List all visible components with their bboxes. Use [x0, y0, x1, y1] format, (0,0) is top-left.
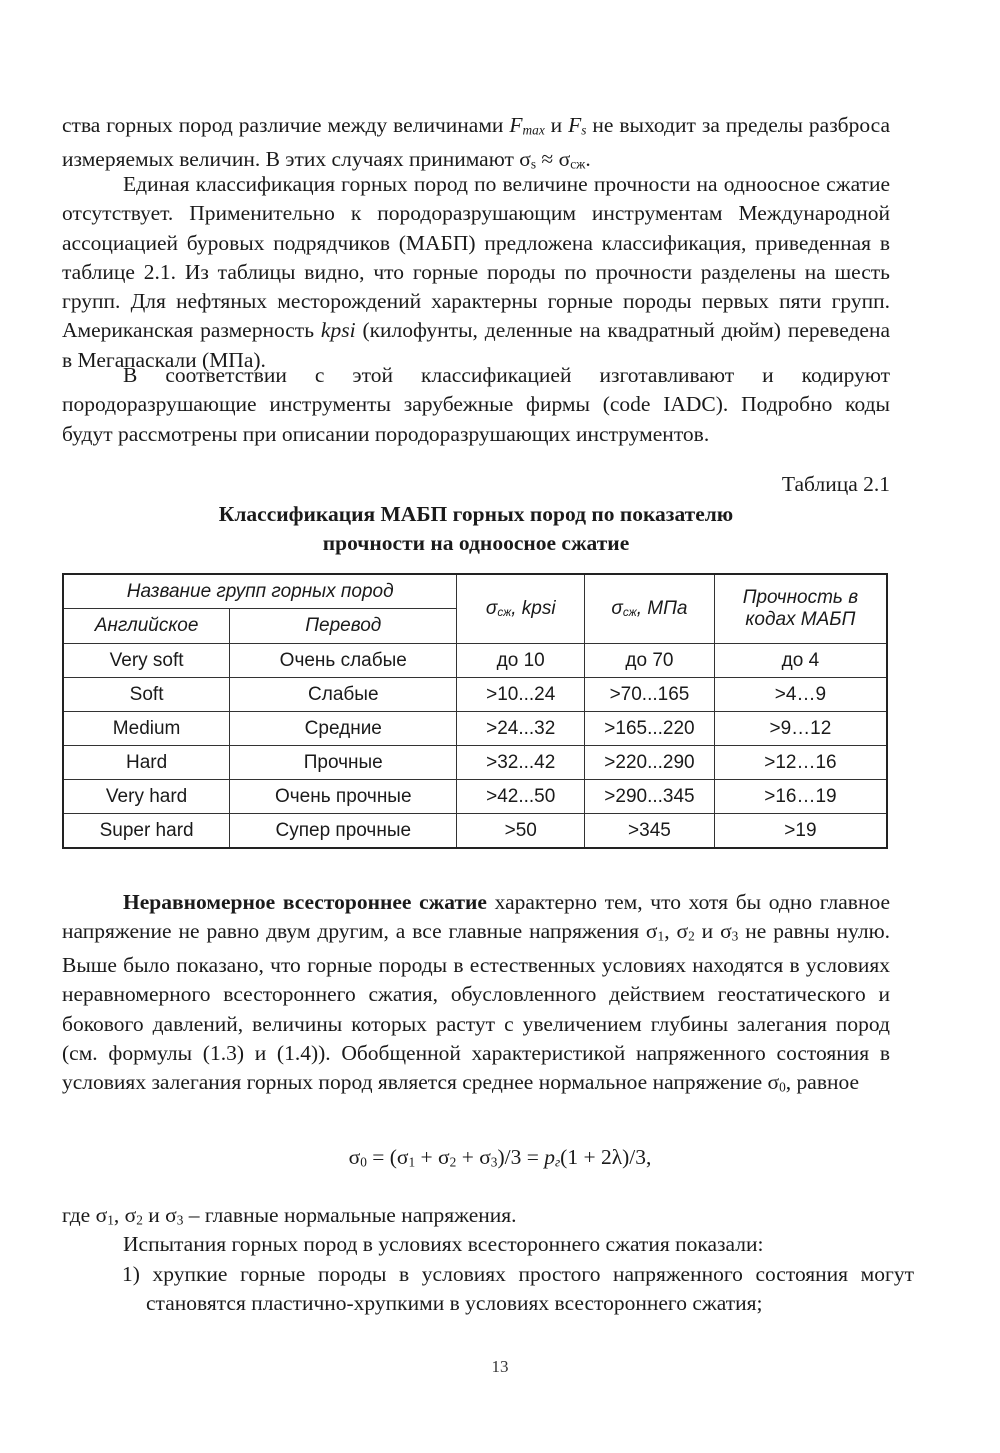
table-row	[63, 814, 887, 849]
cell-mpa: >165...220	[585, 712, 715, 746]
table-row	[63, 780, 887, 814]
table-row	[63, 678, 887, 712]
cell-translation: Очень прочные	[230, 780, 457, 814]
cell-translation: Средние	[230, 712, 457, 746]
cell-translation: Прочные	[230, 746, 457, 780]
paragraph-2: Единая классификация горных пород по величине прочности на одноосное сжатие отсутствует. Применительно к породоразрушающим инструментам Международной ассоциацией буровых подрядчиков (МАБП) предложена классификация, приведенная в таблице 2.1. Из таблицы видно, что горные породы по прочности разделены на шесть групп. Для нефтяных месторождений характерны горные породы первых пяти групп. Американская размерность kpsi (килофунты, деленные на квадратный дюйм) переведена в Мегапаскали (МПа).	[62, 172, 890, 372]
cell-mpa: >345	[585, 814, 715, 849]
cell-translation: Слабые	[230, 678, 457, 712]
cell-english: Medium	[63, 712, 230, 746]
cell-kpsi: >32...42	[457, 746, 585, 780]
table-row	[63, 712, 887, 746]
cell-translation: Супер прочные	[230, 814, 457, 849]
paragraph-5: где σ1, σ2 и σ3 – главные нормальные напряжения.	[62, 1203, 517, 1228]
header-strength-mpa: σсж, МПа	[585, 574, 715, 644]
paragraph-4: Неравномерное всестороннее сжатие характерно тем, что хотя бы одно главное напряжение не равно двум другим, а все главные напряжения σ1, σ2 и σ3 не равны нулю. Выше было показано, что горные породы в естественных условиях находятся в условиях неравномерного всестороннего сжатия, обусловленного действием геостатического и бокового давлений, величины которых растут с увеличением глубины залегания пород (см. формулы (1.3) и (1.4)). Обобщенной характеристикой напряженного состояния в условиях залегания горных пород является среднее нормальное напряжение σ0, равное	[62, 890, 891, 1095]
header-translation: Перевод	[230, 609, 457, 644]
cell-code: >4…9	[714, 678, 887, 712]
cell-english: Hard	[63, 746, 230, 780]
table-row	[63, 644, 887, 678]
list-item-1: 1) хрупкие горные породы в условиях простого напряженного состояния могут становятся пластично-хрупкими в условиях всестороннего сжатия;	[122, 1262, 914, 1316]
cell-english: Super hard	[63, 814, 230, 849]
cell-mpa: >290...345	[585, 780, 715, 814]
paragraph-3: В соответствии с этой классификацией изготавливают и кодируют породоразрушающие инструменты зарубежные фирмы (code IADC). Подробно коды будут рассмотрены при описании породоразрушающих инструментов.	[62, 363, 890, 446]
page-number: 13	[491, 1357, 509, 1376]
cell-kpsi: >10...24	[457, 678, 585, 712]
cell-mpa: до 70	[585, 644, 715, 678]
cell-kpsi: >42...50	[457, 780, 585, 814]
cell-english: Very soft	[63, 644, 230, 678]
table-row	[63, 746, 887, 780]
cell-english: Very hard	[63, 780, 230, 814]
header-strength-kpsi: σсж, kpsi	[457, 574, 585, 644]
classification-table	[62, 573, 888, 849]
cell-kpsi: >50	[457, 814, 585, 849]
paragraph-6: Испытания горных пород в условиях всестороннего сжатия показали:	[123, 1232, 764, 1256]
cell-code: до 4	[714, 644, 887, 678]
table-title	[62, 500, 890, 558]
cell-code: >16…19	[714, 780, 887, 814]
cell-code: >9…12	[714, 712, 887, 746]
table-number: Таблица 2.1	[781, 472, 890, 496]
cell-code: >12…16	[714, 746, 887, 780]
paragraph-1: ства горных пород различие между величинами Fmax и Fs не выходит за пределы разброса измеряемых величин. В этих случаях принимают σs ≈ σсж.	[62, 113, 891, 172]
cell-mpa: >220...290	[585, 746, 715, 780]
table-title-line-1: Классификация МАБП горных пород по показателю	[218, 502, 734, 526]
cell-kpsi: до 10	[457, 644, 585, 678]
cell-kpsi: >24...32	[457, 712, 585, 746]
cell-mpa: >70...165	[585, 678, 715, 712]
header-group-name: Название групп горных пород	[63, 574, 457, 609]
header-english: Английское	[63, 609, 230, 644]
cell-translation: Очень слабые	[230, 644, 457, 678]
formula-mean-stress: σ0 = (σ1 + σ2 + σ3)/3 = pг(1 + 2λ)/3,	[348, 1145, 652, 1170]
header-iadc-code: Прочность в кодах МАБП	[714, 574, 887, 644]
cell-english: Soft	[63, 678, 230, 712]
cell-code: >19	[714, 814, 887, 849]
table-title-line-2: прочности на одноосное сжатие	[322, 531, 630, 555]
